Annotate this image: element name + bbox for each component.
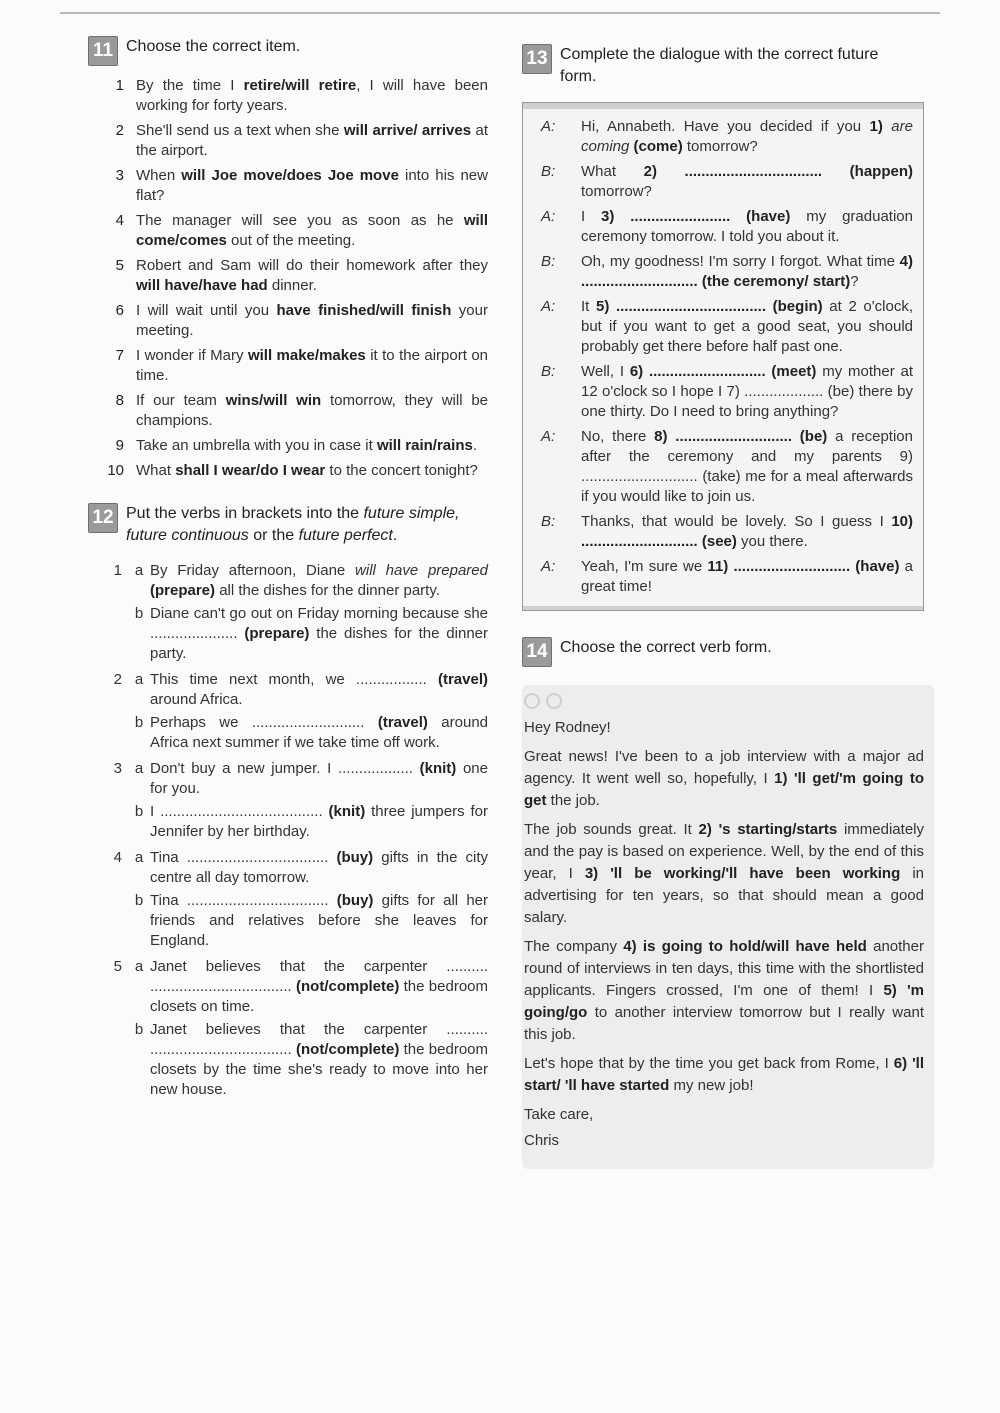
verb-prompt: (knit) bbox=[419, 760, 457, 777]
item-text-before: Diane can't go out on Friday morning because she ..................... bbox=[150, 605, 488, 642]
window-dots bbox=[522, 693, 924, 711]
item-text-before: I will wait until you bbox=[136, 302, 277, 319]
item-number: 4 bbox=[115, 212, 124, 229]
dialogue-text-before: Thanks, that would be lovely. So I guess I bbox=[581, 513, 892, 530]
list-item bbox=[88, 604, 488, 664]
item-number bbox=[88, 604, 128, 664]
gap-verb[interactable]: (come) bbox=[629, 138, 683, 155]
list-item bbox=[88, 301, 488, 341]
verb-prompt: (travel) bbox=[437, 671, 488, 688]
gap-number: 3) bbox=[601, 208, 615, 225]
item-text-after: the dishes for the dinner party. bbox=[150, 625, 489, 662]
dialogue-text bbox=[581, 512, 913, 552]
dialogue-text-after: tomorrow? bbox=[682, 138, 758, 155]
right-column bbox=[522, 44, 924, 1169]
email-paragraph bbox=[524, 1053, 924, 1097]
item-text-after: it to the airport on time. bbox=[136, 347, 489, 384]
dialogue-text bbox=[581, 117, 913, 157]
dialogue-text-before: What bbox=[581, 163, 644, 180]
gap-verb[interactable]: ........................ (have) bbox=[614, 208, 791, 225]
item-text-before: Tina .................................. bbox=[150, 892, 337, 909]
answer-choice[interactable]: will come/comes bbox=[136, 212, 488, 249]
left-column bbox=[88, 36, 488, 1103]
exercise-13 bbox=[522, 44, 924, 611]
gap-verb[interactable]: ............................ (the ceremony/ start) bbox=[581, 273, 851, 290]
item-text bbox=[136, 211, 488, 251]
item-text-after: . bbox=[472, 437, 477, 454]
gap-number: 6) bbox=[629, 363, 644, 380]
verb-prompt: (not/complete) bbox=[296, 1041, 400, 1058]
item-text bbox=[136, 76, 488, 116]
item-text-before: This time next month, we ................. bbox=[150, 671, 438, 688]
item-text bbox=[136, 301, 488, 341]
answer-choice[interactable]: have finished/will finish bbox=[276, 302, 452, 319]
item-number: 2 bbox=[113, 671, 122, 688]
gap-number: 2) bbox=[643, 163, 657, 180]
gap-verb[interactable]: ................................. (happen) bbox=[656, 163, 913, 180]
verb-prompt: (buy) bbox=[336, 892, 374, 909]
text-before: The company bbox=[524, 938, 624, 955]
item-number: 6 bbox=[115, 302, 124, 319]
item-number bbox=[88, 1020, 128, 1100]
item-letter: a bbox=[134, 671, 144, 688]
item-letter: b bbox=[134, 803, 144, 820]
list-item bbox=[88, 436, 488, 456]
dialogue-line bbox=[529, 117, 913, 157]
item-text bbox=[136, 436, 488, 456]
dialogue-text-after: my graduation ceremony tomorrow. I told you about it. bbox=[581, 208, 913, 245]
text-before: Let's hope that by the time you get back from Rome, I bbox=[524, 1055, 894, 1072]
exercise-14 bbox=[522, 637, 924, 1169]
list-item bbox=[88, 256, 488, 296]
answer-choice[interactable]: retire/will retire bbox=[243, 77, 357, 94]
item-text-after: out of the meeting. bbox=[226, 232, 356, 249]
speaker-label: A: bbox=[541, 428, 556, 445]
dialogue-text-after: ? bbox=[850, 273, 859, 290]
item-letter: b bbox=[134, 714, 144, 731]
speaker-label: A: bbox=[541, 298, 556, 315]
item-text bbox=[150, 802, 488, 842]
item-text bbox=[150, 957, 488, 1017]
speaker-label: A: bbox=[541, 118, 556, 135]
item-number: 3 bbox=[113, 760, 122, 777]
answer-choice[interactable]: will have/have had bbox=[136, 277, 268, 294]
answer-choice[interactable]: 6) 'll start/ 'll have started bbox=[524, 1055, 924, 1094]
dialogue-text bbox=[581, 427, 913, 507]
item-letter: a bbox=[134, 849, 144, 866]
dialogue-text-before: Well, I bbox=[581, 363, 630, 380]
item-letter: b bbox=[134, 892, 144, 909]
speaker-label: B: bbox=[541, 513, 556, 530]
exercise-11-items bbox=[88, 76, 488, 481]
item-text-after: one for you. bbox=[150, 760, 488, 797]
dialogue-text-before: Hi, Annabeth. Have you decided if you bbox=[581, 118, 870, 135]
item-text-after: around Africa. bbox=[150, 691, 243, 708]
item-text-before: Janet believes that the carpenter .......... .................................. bbox=[150, 958, 488, 995]
dialogue-line bbox=[529, 362, 913, 422]
exercise-12 bbox=[88, 503, 488, 1100]
item-number bbox=[88, 802, 128, 842]
gap-verb[interactable]: ............................ (have) bbox=[728, 558, 900, 575]
item-text bbox=[150, 759, 488, 799]
speaker-label: B: bbox=[541, 253, 556, 270]
item-text-after: your meeting. bbox=[136, 302, 488, 339]
dialogue-text bbox=[581, 162, 913, 202]
answer-choice[interactable]: 5) 'm going/go bbox=[524, 982, 924, 1021]
verb-prompt: (buy) bbox=[336, 849, 374, 866]
exercise-instruction: Complete the dialogue with the correct future form. bbox=[560, 46, 879, 85]
item-number: 3 bbox=[115, 167, 124, 184]
gap-verb[interactable]: ............................ (see) bbox=[581, 533, 737, 550]
gap-verb[interactable]: ............................ (meet) bbox=[643, 363, 817, 380]
gap-verb[interactable]: ............................ (be) bbox=[667, 428, 828, 445]
item-text bbox=[150, 670, 488, 710]
exercise-number-badge: 12 bbox=[88, 503, 118, 533]
exercise-instruction: Put the verbs in brackets into the future simple, future continuous or the future perfect. bbox=[126, 505, 460, 544]
dialogue-text-before: I bbox=[581, 208, 602, 225]
item-text bbox=[136, 166, 488, 206]
item-number: 5 bbox=[115, 257, 124, 274]
exercise-number-badge: 14 bbox=[522, 637, 552, 667]
speaker-label: A: bbox=[541, 208, 556, 225]
dialogue-text-before: Yeah, I'm sure we bbox=[581, 558, 708, 575]
item-text-before: By the time I bbox=[136, 77, 244, 94]
answer-choice[interactable]: 3) 'll be working/'ll have been working bbox=[584, 865, 901, 882]
list-item bbox=[88, 1020, 488, 1100]
item-number: 1 bbox=[115, 77, 124, 94]
item-text-after: around Africa next summer if we take time off work. bbox=[150, 714, 489, 751]
exercise-instruction: Choose the correct verb form. bbox=[560, 639, 772, 656]
email-paragraph bbox=[524, 746, 924, 812]
example-answer: are coming bbox=[581, 118, 913, 155]
answer-choice[interactable]: will rain/rains bbox=[376, 437, 473, 454]
example-answer: will have prepared bbox=[355, 562, 488, 579]
gap-number: 1) bbox=[869, 118, 883, 135]
list-item bbox=[88, 391, 488, 431]
text-before: Great news! I've been to a job interview with a major ad agency. It went well so, hopefully, I bbox=[524, 748, 924, 787]
email-signature: Chris bbox=[524, 1132, 560, 1149]
speaker-label: B: bbox=[541, 163, 556, 180]
item-text-after: all the dishes for the dinner party. bbox=[215, 582, 440, 599]
dialogue-text-after: at 2 o'clock, but if you want to get a good seat, you should probably get there before half past one. bbox=[581, 298, 913, 355]
item-letter: a bbox=[134, 760, 144, 777]
item-text-before: I ....................................... bbox=[150, 803, 329, 820]
item-text-after: at the airport. bbox=[136, 122, 488, 159]
item-letter: a bbox=[134, 562, 144, 579]
item-number: 4 bbox=[113, 849, 122, 866]
exercise-12-items bbox=[88, 561, 488, 1100]
speaker-label: B: bbox=[541, 363, 556, 380]
item-text-after: to the concert tonight? bbox=[325, 462, 478, 479]
item-text bbox=[150, 604, 488, 664]
dialogue-text-after: a great time! bbox=[581, 558, 913, 595]
item-text-before: Robert and Sam will do their homework after they bbox=[136, 257, 488, 274]
list-item bbox=[88, 121, 488, 161]
window-dot-icon bbox=[546, 693, 562, 709]
dialogue-text-before: No, there bbox=[581, 428, 655, 445]
text-after: the job. bbox=[546, 792, 600, 809]
list-item bbox=[88, 957, 488, 1017]
item-text-after: tomorrow, they will be champions. bbox=[136, 392, 489, 429]
list-item bbox=[88, 211, 488, 251]
dialogue-line bbox=[529, 297, 913, 357]
window-dot-icon bbox=[524, 693, 540, 709]
email-panel bbox=[522, 685, 934, 1169]
list-item bbox=[88, 461, 488, 481]
list-item bbox=[88, 166, 488, 206]
dialogue-text bbox=[581, 557, 913, 597]
gap-verb[interactable]: .................................... (begin) bbox=[609, 298, 823, 315]
email-greeting: Hey Rodney! bbox=[524, 719, 611, 736]
item-text bbox=[136, 256, 488, 296]
dialogue-text-after: tomorrow? bbox=[581, 183, 652, 200]
page-top-rule bbox=[60, 12, 940, 14]
list-item bbox=[88, 76, 488, 116]
dialogue-text-before: Oh, my goodness! I'm sorry I forgot. What time bbox=[581, 253, 900, 270]
item-text bbox=[150, 713, 488, 753]
answer-choice[interactable]: 2) 's starting/starts bbox=[698, 821, 838, 838]
item-text-before: Tina .................................. bbox=[150, 849, 337, 866]
list-item bbox=[88, 848, 488, 888]
item-number: 5 bbox=[113, 958, 122, 975]
answer-choice[interactable]: will arrive/ arrives bbox=[343, 122, 472, 139]
dialogue-text bbox=[581, 207, 913, 247]
item-number: 7 bbox=[115, 347, 124, 364]
text-after: in advertising for ten years, so that should mean a good salary. bbox=[524, 865, 924, 926]
dialogue-text bbox=[581, 252, 913, 292]
gap-number: 11) bbox=[707, 558, 729, 575]
dialogue-line bbox=[529, 252, 913, 292]
email-paragraph bbox=[524, 936, 924, 1046]
item-text bbox=[136, 121, 488, 161]
dialogue-line bbox=[529, 512, 913, 552]
dialogue-box-strip bbox=[523, 103, 923, 109]
item-text-before: What bbox=[136, 462, 176, 479]
verb-prompt: (not/complete) bbox=[296, 978, 400, 995]
text-after: my new job! bbox=[669, 1077, 754, 1094]
item-text-before: Take an umbrella with you in case it bbox=[136, 437, 377, 454]
item-text-after: three jumpers for Jennifer by her birthday. bbox=[150, 803, 488, 840]
answer-choice[interactable]: shall I wear/do I wear bbox=[175, 462, 326, 479]
item-text-before: I wonder if Mary bbox=[136, 347, 248, 364]
exercise-number-badge: 13 bbox=[522, 44, 552, 74]
text-after: immediately and the pay is based on experience. Well, by the end of this year, I bbox=[524, 821, 924, 882]
email-closing: Take care, bbox=[524, 1106, 594, 1123]
item-letter: a bbox=[134, 958, 144, 975]
item-text-after: gifts for all her friends and relatives before she leaves for England. bbox=[150, 892, 489, 949]
item-text-before: The manager will see you as soon as he bbox=[136, 212, 464, 229]
list-item bbox=[88, 891, 488, 951]
item-text-after: the bedroom closets by the time she's ready to move into her new house. bbox=[150, 1041, 488, 1098]
gap-number: 10) bbox=[891, 513, 913, 530]
item-number: 1 bbox=[113, 562, 122, 579]
item-number: 9 bbox=[115, 437, 124, 454]
verb-prompt: (prepare) bbox=[244, 625, 310, 642]
answer-choice[interactable]: will make/makes bbox=[247, 347, 366, 364]
item-text-after: gifts in the city centre all day tomorrow. bbox=[150, 849, 488, 886]
dialogue-line bbox=[529, 207, 913, 247]
dialogue-line bbox=[529, 557, 913, 597]
item-text-after: dinner. bbox=[267, 277, 317, 294]
item-text bbox=[150, 1020, 488, 1100]
item-text-before: By Friday afternoon, Diane bbox=[150, 562, 356, 579]
item-text-after: , I will have been working for forty years. bbox=[136, 77, 488, 114]
dialogue-text-before: It bbox=[581, 298, 596, 315]
gap-number: 5) bbox=[595, 298, 610, 315]
item-letter: b bbox=[134, 1021, 144, 1038]
dialogue-box bbox=[522, 102, 924, 611]
item-text-after: the bedroom closets on time. bbox=[150, 978, 488, 1015]
dialogue-text-after: a reception after the ceremony and my parents 9) ............................ (take) me for a meal afterwards if you would like to join us. bbox=[581, 428, 913, 505]
item-text bbox=[136, 391, 488, 431]
item-text-before: Janet believes that the carpenter .......... .................................. bbox=[150, 1021, 488, 1058]
list-item bbox=[88, 802, 488, 842]
dialogue-line bbox=[529, 427, 913, 507]
dialogue-text bbox=[581, 362, 913, 422]
item-number: 8 bbox=[115, 392, 124, 409]
list-item bbox=[88, 346, 488, 386]
speaker-label: A: bbox=[541, 558, 556, 575]
list-item bbox=[88, 759, 488, 799]
answer-choice[interactable]: will Joe move/does Joe move bbox=[181, 167, 399, 184]
gap-number: 4) bbox=[899, 253, 913, 270]
list-item bbox=[88, 561, 488, 601]
dialogue-text-after: my mother at 12 o'clock so I hope I 7) ................... (be) there by one thirty. Do I need to bring anything? bbox=[581, 363, 913, 420]
list-item bbox=[88, 670, 488, 710]
item-text-before: She'll send us a text when she bbox=[136, 122, 344, 139]
exercise-number-badge: 11 bbox=[88, 36, 118, 66]
answer-choice[interactable]: wins/will win bbox=[225, 392, 322, 409]
item-text bbox=[150, 848, 488, 888]
item-text-before: When bbox=[136, 167, 182, 184]
exercise-12-header bbox=[88, 503, 488, 547]
text-after: to another interview tomorrow but I really want this job. bbox=[524, 1004, 924, 1043]
item-text bbox=[150, 891, 488, 951]
list-item bbox=[88, 713, 488, 753]
text-after: another round of interviews in ten days, this time with the shortlisted applicants. Fingers crossed, I'm one of them! I bbox=[524, 938, 924, 999]
exercise-13-header bbox=[522, 44, 924, 88]
item-text-before: Don't buy a new jumper. I .................. bbox=[150, 760, 420, 777]
item-number: 2 bbox=[115, 122, 124, 139]
item-letter: b bbox=[134, 605, 144, 622]
answer-choice[interactable]: 4) is going to hold/will have held bbox=[623, 938, 867, 955]
exercise-instruction: Choose the correct item. bbox=[126, 38, 301, 55]
item-text bbox=[136, 346, 488, 386]
item-text-before: If our team bbox=[136, 392, 226, 409]
dialogue-text bbox=[581, 297, 913, 357]
item-text-after: into his new flat? bbox=[136, 167, 488, 204]
answer-choice[interactable]: 1) 'll get/'m going to get bbox=[524, 770, 924, 809]
exercise-11 bbox=[88, 36, 488, 481]
item-text bbox=[150, 561, 488, 601]
text-before: The job sounds great. It bbox=[524, 821, 699, 838]
exercise-14-header bbox=[522, 637, 924, 667]
dialogue-text-after: you there. bbox=[736, 533, 808, 550]
email-paragraph bbox=[524, 819, 924, 929]
dialogue-line bbox=[529, 162, 913, 202]
dialogue-lines bbox=[529, 117, 913, 597]
gap-number: 8) bbox=[654, 428, 668, 445]
email-body bbox=[524, 746, 924, 1097]
verb-prompt: (knit) bbox=[328, 803, 366, 820]
item-number bbox=[88, 891, 128, 951]
item-text bbox=[136, 461, 488, 481]
item-number bbox=[88, 713, 128, 753]
exercise-11-header bbox=[88, 36, 488, 66]
item-number: 10 bbox=[107, 462, 124, 479]
item-text-before: Perhaps we ........................... bbox=[150, 714, 378, 731]
verb-prompt: (travel) bbox=[377, 714, 428, 731]
verb-prompt: (prepare) bbox=[150, 582, 216, 599]
